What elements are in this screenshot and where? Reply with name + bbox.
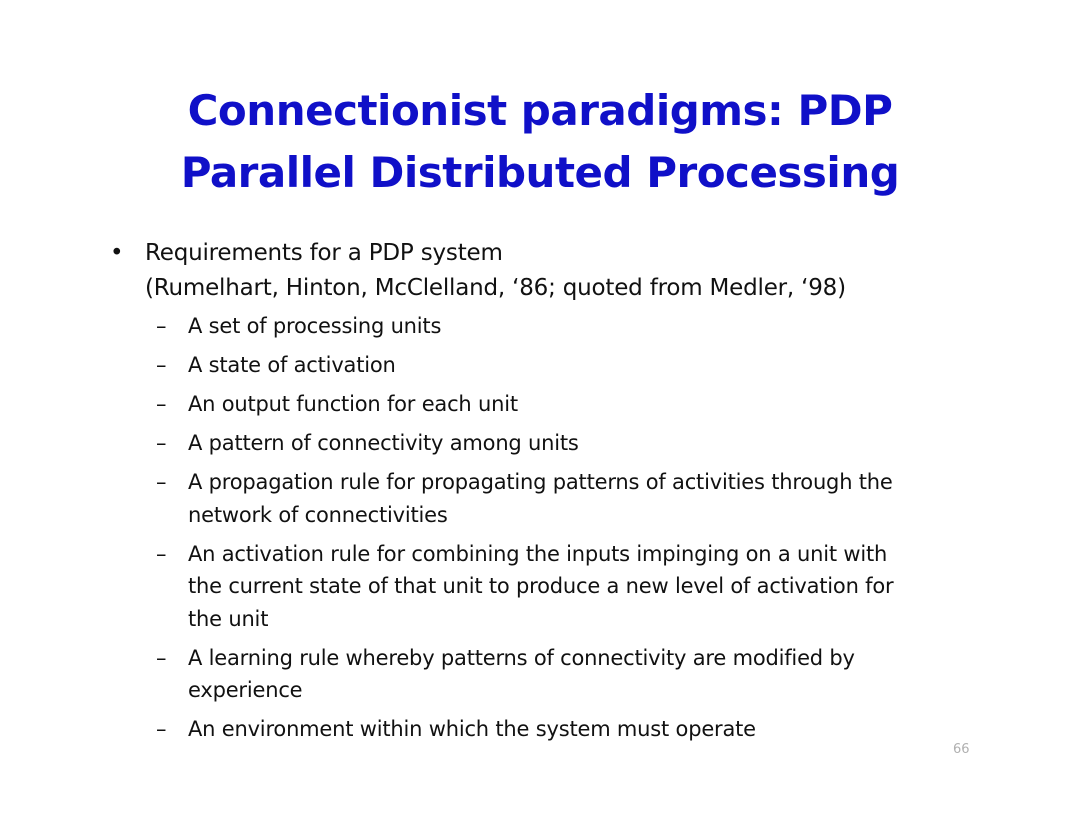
sub-item-line: An output function for each unit xyxy=(188,392,518,416)
dash-marker: – xyxy=(156,645,167,670)
sub-item-text xyxy=(188,466,1008,531)
sub-item-line: An environment within which the system must operate xyxy=(188,717,756,741)
sub-item-line: A state of activation xyxy=(188,353,396,377)
sub-item xyxy=(108,466,1008,531)
sub-item-line: A set of processing units xyxy=(188,314,442,338)
dash-marker: – xyxy=(156,392,167,416)
bullet-text xyxy=(145,236,1008,306)
title-line-1: Connectionist paradigms: PDP xyxy=(187,86,893,135)
sub-item xyxy=(108,388,1008,421)
sub-item-line: the current state of that unit to produce a new level of activation for xyxy=(188,574,894,598)
sub-item xyxy=(108,642,1008,707)
sub-item xyxy=(108,310,1008,343)
slide-title xyxy=(0,80,1080,204)
sub-item xyxy=(108,713,1008,746)
dash-marker: – xyxy=(156,431,167,455)
sub-item-line: the unit xyxy=(188,606,269,631)
bullet-block xyxy=(108,236,1008,752)
bullet-marker: • xyxy=(110,240,124,266)
sub-item-text xyxy=(188,427,1008,460)
bullet-line-2: (Rumelhart, Hinton, McClelland, ‘86; quoted from Medler, ‘98) xyxy=(145,275,846,301)
sub-item-text xyxy=(188,388,1008,421)
sub-item-text xyxy=(188,642,1008,707)
sub-item-line: network of connectivities xyxy=(188,502,448,527)
sub-item-line: A pattern of connectivity among units xyxy=(188,431,579,455)
sub-item-text xyxy=(188,349,1008,382)
dash-marker: – xyxy=(156,541,167,566)
sub-item-line: A propagation rule for propagating patterns of activities through the xyxy=(188,470,893,494)
bullet-line-1: Requirements for a PDP system xyxy=(145,240,503,266)
dash-marker: – xyxy=(156,314,167,338)
sub-item-text xyxy=(188,538,1008,636)
title-line-2: Parallel Distributed Processing xyxy=(180,148,900,197)
dash-marker: – xyxy=(156,353,167,377)
sub-item xyxy=(108,538,1008,636)
sub-item xyxy=(108,349,1008,382)
sub-item-text xyxy=(188,310,1008,343)
sub-item-list xyxy=(108,310,1008,746)
sub-item-text xyxy=(188,713,1008,746)
main-bullet xyxy=(108,236,1008,306)
dash-marker: – xyxy=(156,470,167,494)
dash-marker: – xyxy=(156,717,167,741)
sub-item xyxy=(108,427,1008,460)
sub-item-line: A learning rule whereby patterns of connectivity are modified by xyxy=(188,645,855,670)
sub-item-line: experience xyxy=(188,678,303,702)
page-number: 66 xyxy=(953,742,970,757)
sub-item-line: An activation rule for combining the inputs impinging on a unit with xyxy=(188,541,888,566)
